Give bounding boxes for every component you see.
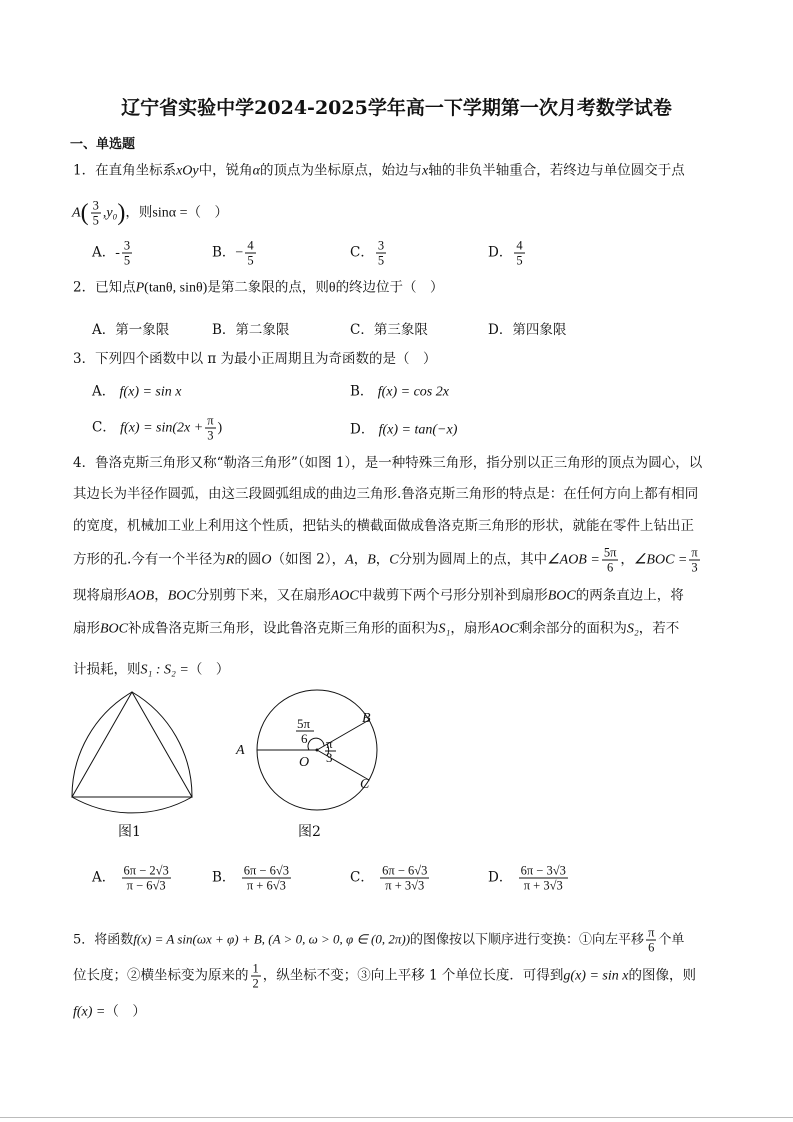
math: α bbox=[252, 163, 260, 179]
math: sinα = bbox=[152, 205, 188, 221]
text: ，则 bbox=[125, 204, 153, 221]
q1-option-a[interactable]: A．- $\frac{3}{5}$ bbox=[92, 238, 131, 268]
text: 的顶点为坐标原点，始边与 bbox=[260, 162, 422, 179]
page-title: 辽宁省实验中学2024-2025学年高一下学期第一次月考数学试卷 bbox=[121, 97, 672, 119]
q4-option-b[interactable]: B． $\frac{6\pi - 6√3}{\pi + 6√3}$ bbox=[212, 863, 289, 893]
angle-boc-den: 3 bbox=[326, 750, 333, 765]
q1-option-b[interactable]: B．− $\frac{4}{5}$ bbox=[212, 238, 254, 268]
text: 中，锐角 bbox=[198, 162, 253, 179]
page-bottom-divider bbox=[0, 1117, 793, 1118]
label-a: A bbox=[236, 743, 245, 758]
angle-boc-num: π bbox=[326, 736, 333, 751]
q4-option-d[interactable]: D． $\frac{6\pi - 3√3}{\pi + 3√3}$ bbox=[488, 863, 566, 893]
fraction bbox=[91, 199, 101, 228]
angle-aob-den: 6 bbox=[301, 731, 308, 746]
q4-stem-line4: 方形的孔.今有一个半径为R的圆O（如图 2），A，B，C分别为圆周上的点，其中∠AOB = $\frac{5\pi}{6}$ ，∠BOC = $\frac{\pi}{3}$ bbox=[73, 545, 698, 575]
q3-option-d[interactable]: D． f(x) = tan(−x) bbox=[350, 421, 458, 438]
q3-option-a[interactable]: A． f(x) = sin x bbox=[92, 383, 182, 400]
q1-stem-line2: A( $\frac{3}{5}$ ,y₀)，则sinα =（ ） bbox=[72, 198, 228, 228]
q5-stem-line2: 位长度；②横坐标变为原来的 $\frac{1}{2}$ ，纵坐标不变；③向上平移 1 个单位长度．可得到g(x) = sin x的图像，则 bbox=[73, 961, 696, 991]
text: 轴的非负半轴重合，若终边与单位圆交于点 bbox=[428, 162, 685, 179]
q4-option-c[interactable]: C． $\frac{6\pi - 6√3}{\pi + 3√3}$ bbox=[350, 863, 428, 893]
q2-stem: 2．已知点P(tanθ, sinθ)是第二象限的点，则θ的终边位于（ ） bbox=[73, 279, 444, 296]
denominator: 5 bbox=[92, 213, 99, 228]
section-heading: 一、单选题 bbox=[70, 137, 136, 152]
q4-stem-line6: 扇形BOC补成鲁洛克斯三角形，设此鲁洛克斯三角形的面积为S₁，扇形AOC剩余部分的面积为S₂，若不 bbox=[73, 620, 680, 637]
q3-option-b[interactable]: B． f(x) = cos 2x bbox=[350, 383, 449, 400]
q2-option-d[interactable]: D．第四象限 bbox=[488, 322, 567, 338]
label-b: B bbox=[362, 711, 371, 726]
angle-aob-num: 5π bbox=[297, 716, 311, 731]
math: A bbox=[72, 205, 81, 221]
q3-stem: 3．下列四个函数中以 π 为最小正周期且为奇函数的是（ ） bbox=[73, 351, 437, 367]
figure-1-reuleaux-triangle bbox=[65, 685, 225, 815]
numerator: 3 bbox=[92, 198, 99, 213]
label-o: O bbox=[299, 755, 310, 770]
q1-option-c[interactable]: C． $\frac{3}{5}$ bbox=[350, 238, 385, 268]
q5-stem-line1: 5．将函数f(x) = A sin(ωx + φ) + B, (A > 0, ω > 0, φ ∈ (0, 2π))的图像按以下顺序进行变换：①向左平移 $\frac{\pi}{6}$ 个单 bbox=[73, 925, 685, 955]
text: 1．在直角坐标系 bbox=[73, 162, 177, 179]
q5-stem-line3: f(x) =（ ） bbox=[73, 1003, 146, 1020]
q4-stem-line1: 4．鲁洛克斯三角形又称“勒洛三角形”（如图 1），是一种特殊三角形，指分别以正三角形的顶点为圆心，以 bbox=[73, 455, 703, 471]
math: x bbox=[422, 163, 429, 179]
q4-stem-line2: 其边长为半径作圆弧，由这三段圆弧组成的曲边三角形.鲁洛克斯三角形的特点是：在任何方向上都有相同 bbox=[73, 486, 699, 502]
q1-option-d[interactable]: D． $\frac{4}{5}$ bbox=[488, 238, 523, 268]
q3-option-c[interactable]: C． f(x) = sin(2x + $\frac{\pi}{3}$ ) bbox=[92, 413, 223, 443]
q2-option-b[interactable]: B．第二象限 bbox=[212, 322, 290, 338]
figure-1-caption: 图1 bbox=[118, 824, 141, 840]
math: xOy bbox=[176, 163, 199, 179]
q1-stem-line1 bbox=[73, 162, 685, 181]
q4-stem-line7: 计损耗，则S₁ : S₂ =（ ） bbox=[73, 661, 230, 678]
figure-2-caption: 图2 bbox=[298, 824, 321, 840]
label-c: C bbox=[360, 777, 370, 792]
math: y₀ bbox=[106, 205, 118, 221]
q2-option-c[interactable]: C．第三象限 bbox=[350, 322, 428, 338]
q4-option-a[interactable]: A． $\frac{6\pi - 2√3}{\pi - 6√3}$ bbox=[92, 863, 169, 893]
answer-blank: （ ） bbox=[187, 204, 228, 221]
q4-stem-line5: 现将扇形AOB，BOC分别剪下来，又在扇形AOC中裁剪下两个弓形分别补到扇形BOC的两条直边上，将 bbox=[73, 587, 684, 604]
figure-2-circle bbox=[230, 685, 380, 815]
q4-stem-line3: 的宽度，机械加工业上利用这个性质，把钻头的横截面做成鲁洛克斯三角形的形状，就能在零件上钻出正 bbox=[73, 518, 694, 534]
q2-option-a[interactable]: A．第一象限 bbox=[92, 322, 170, 338]
